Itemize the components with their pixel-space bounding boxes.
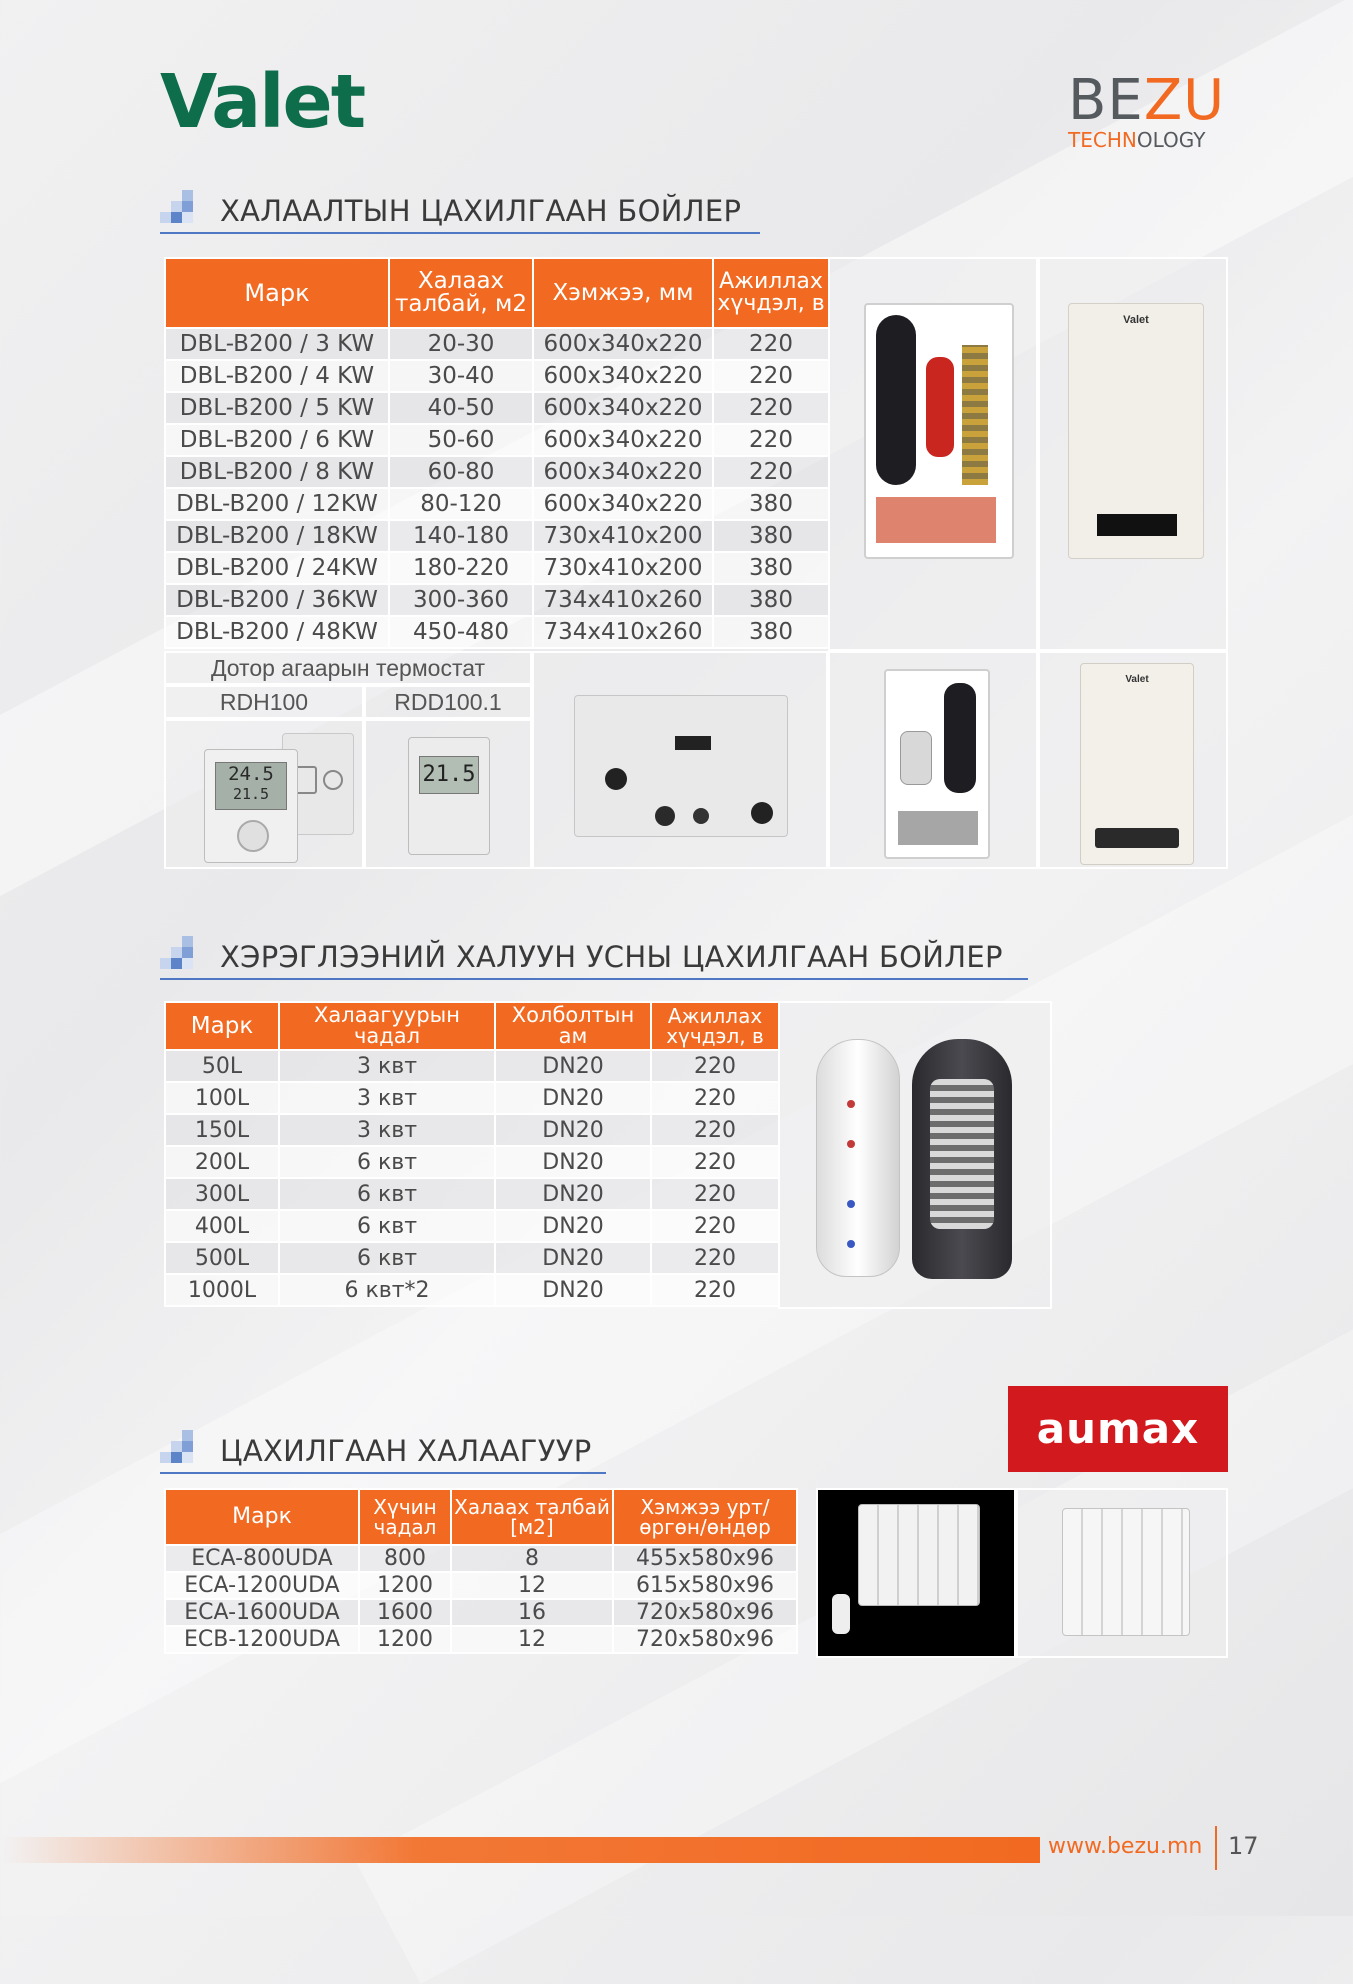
table-cell: 8 bbox=[451, 1545, 613, 1572]
table-row bbox=[165, 1210, 779, 1242]
table-cell: ECA-1600UDA bbox=[165, 1599, 359, 1626]
table-cell: 220 bbox=[651, 1274, 779, 1306]
table-cell: DBL-B200 / 12KW bbox=[165, 488, 389, 520]
table-cell: DN20 bbox=[495, 1178, 651, 1210]
table-cell: 16 bbox=[451, 1599, 613, 1626]
table-cell: DBL-B200 / 3 KW bbox=[165, 328, 389, 360]
col-header-voltage: Ажиллах хүчдэл, в bbox=[651, 1002, 779, 1050]
boiler-inside-photo-cell bbox=[828, 257, 1038, 651]
table-cell: ECB-1200UDA bbox=[165, 1626, 359, 1653]
table-cell: 220 bbox=[651, 1082, 779, 1114]
table-cell: 734x410x260 bbox=[533, 584, 713, 616]
table-cell: 380 bbox=[713, 552, 829, 584]
table-cell: 300-360 bbox=[389, 584, 533, 616]
table-cell: 600x340x220 bbox=[533, 424, 713, 456]
col-header-connection: Холболтын ам bbox=[495, 1002, 651, 1050]
boiler-bottom-photo-cell bbox=[532, 651, 828, 869]
bezu-logo-main: BEZU bbox=[1068, 68, 1226, 133]
table-cell: DN20 bbox=[495, 1242, 651, 1274]
thermostat-photo-cell-2 bbox=[364, 719, 532, 869]
table-cell: 220 bbox=[651, 1050, 779, 1082]
aumax-logo-text: aumax bbox=[1036, 1404, 1200, 1453]
table-cell: 3 квт bbox=[279, 1050, 495, 1082]
col-header-area: Халаах талбай, м2 bbox=[389, 258, 533, 328]
table-cell: DBL-B200 / 48KW bbox=[165, 616, 389, 648]
table-cell: 380 bbox=[713, 616, 829, 648]
table-cell: 140-180 bbox=[389, 520, 533, 552]
bezu-logo-sub: TECHNOLOGY bbox=[1068, 128, 1206, 152]
table-cell: 720x580x96 bbox=[613, 1626, 797, 1653]
table-cell: 180-220 bbox=[389, 552, 533, 584]
col-header-size: Хэмжээ, мм bbox=[533, 258, 713, 328]
table-cell: 50L bbox=[165, 1050, 279, 1082]
thermostat-display-value: 24.5 bbox=[228, 763, 274, 785]
table-cell: DBL-B200 / 4 KW bbox=[165, 360, 389, 392]
table-cell: 3 квт bbox=[279, 1082, 495, 1114]
table-row bbox=[165, 1545, 797, 1572]
table-cell: 800 bbox=[359, 1545, 451, 1572]
table-cell: 380 bbox=[713, 584, 829, 616]
thermostat-title-cell bbox=[164, 651, 532, 685]
table-row bbox=[165, 552, 829, 584]
boiler-white-image bbox=[1080, 663, 1194, 865]
table-cell: 220 bbox=[713, 360, 829, 392]
boiler-internal-image bbox=[864, 303, 1014, 559]
thermostat-model-rdh100: RDH100 bbox=[219, 689, 309, 715]
table-cell: 60-80 bbox=[389, 456, 533, 488]
table-cell: 3 квт bbox=[279, 1114, 495, 1146]
col-header-dimensions: Хэмжээ урт/ өргөн/өндөр bbox=[613, 1489, 797, 1545]
heater-light-photo-cell bbox=[1016, 1488, 1228, 1658]
table-cell: 220 bbox=[651, 1210, 779, 1242]
boiler-front-image bbox=[1068, 303, 1204, 559]
water-tank-cutaway-image bbox=[912, 1039, 1012, 1279]
table-cell: 220 bbox=[713, 456, 829, 488]
table-cell: 220 bbox=[651, 1114, 779, 1146]
thermostat-display-value-2: 21.5 bbox=[232, 785, 270, 803]
table-cell: 6 квт*2 bbox=[279, 1274, 495, 1306]
table-row bbox=[165, 520, 829, 552]
table-cell: 1200 bbox=[359, 1626, 451, 1653]
col-header-brand: Марк bbox=[165, 1002, 279, 1050]
table-cell: 1000L bbox=[165, 1274, 279, 1306]
boiler-front-photo-cell bbox=[1038, 257, 1228, 651]
table-row bbox=[165, 1146, 779, 1178]
col-header-voltage: Ажиллах хүчдэл, в bbox=[713, 258, 829, 328]
table-cell: 400L bbox=[165, 1210, 279, 1242]
table-cell: DN20 bbox=[495, 1050, 651, 1082]
pixel-squares-icon bbox=[160, 936, 204, 980]
aumax-logo bbox=[1008, 1386, 1228, 1472]
table-cell: 720x580x96 bbox=[613, 1599, 797, 1626]
table-cell: 220 bbox=[713, 424, 829, 456]
radiator-image bbox=[858, 1504, 980, 1606]
boiler-open-image bbox=[884, 669, 990, 859]
table-cell: DN20 bbox=[495, 1114, 651, 1146]
table-cell: DBL-B200 / 18KW bbox=[165, 520, 389, 552]
table-row bbox=[165, 1114, 779, 1146]
section-title-electric-heater: ЦАХИЛГААН ХАЛААГУУР bbox=[220, 1434, 592, 1468]
table-cell: DN20 bbox=[495, 1274, 651, 1306]
table-cell: 220 bbox=[651, 1242, 779, 1274]
table-cell: 80-120 bbox=[389, 488, 533, 520]
table-cell: DN20 bbox=[495, 1082, 651, 1114]
col-header-brand: Марк bbox=[165, 1489, 359, 1545]
table-cell: 450-480 bbox=[389, 616, 533, 648]
table-row bbox=[165, 360, 829, 392]
table-row bbox=[165, 456, 829, 488]
table-row bbox=[165, 584, 829, 616]
table-row bbox=[165, 1178, 779, 1210]
page-number: 17 bbox=[1228, 1832, 1259, 1860]
section-underline bbox=[160, 978, 1028, 980]
thermostat-title: Дотор агаарын термостат bbox=[210, 655, 486, 681]
water-boiler-photo-cell bbox=[778, 1001, 1052, 1309]
water-boiler-table bbox=[164, 1001, 780, 1307]
electric-heater-table bbox=[164, 1488, 798, 1654]
table-cell: 600x340x220 bbox=[533, 488, 713, 520]
radiator-image-2 bbox=[1062, 1508, 1190, 1636]
boiler-open-photo-cell bbox=[828, 651, 1038, 869]
table-row bbox=[165, 1626, 797, 1653]
table-cell: 600x340x220 bbox=[533, 328, 713, 360]
footer-divider bbox=[1215, 1826, 1217, 1870]
table-cell: 200L bbox=[165, 1146, 279, 1178]
table-cell: 6 квт bbox=[279, 1178, 495, 1210]
table-cell: DN20 bbox=[495, 1210, 651, 1242]
table-row bbox=[165, 392, 829, 424]
pixel-squares-icon bbox=[160, 190, 204, 234]
table-cell: 600x340x220 bbox=[533, 360, 713, 392]
table-cell: 50-60 bbox=[389, 424, 533, 456]
table-cell: 380 bbox=[713, 520, 829, 552]
boiler-white-logo: Valet bbox=[1125, 674, 1149, 685]
thermostat-rdh100-front bbox=[204, 749, 298, 863]
remote-control-image bbox=[832, 1594, 850, 1634]
table-row bbox=[165, 1599, 797, 1626]
table-cell: 220 bbox=[651, 1178, 779, 1210]
pixel-squares-icon bbox=[160, 1430, 204, 1474]
thermostat-rdd-display: 21.5 bbox=[422, 762, 476, 787]
table-cell: 300L bbox=[165, 1178, 279, 1210]
section-title-water-boiler: ХЭРЭГЛЭЭНИЙ ХАЛУУН УСНЫ ЦАХИЛГААН БОЙЛЕР bbox=[220, 940, 1003, 974]
table-cell: DBL-B200 / 5 KW bbox=[165, 392, 389, 424]
table-cell: DBL-B200 / 36KW bbox=[165, 584, 389, 616]
footer-website-link[interactable]: www.bezu.mn bbox=[1048, 1834, 1203, 1859]
table-cell: 30-40 bbox=[389, 360, 533, 392]
bezu-logo bbox=[1068, 68, 1248, 162]
thermostat-model-rdd100: RDD100.1 bbox=[394, 689, 502, 715]
table-row bbox=[165, 1082, 779, 1114]
col-header-power: Хүчин чадал bbox=[359, 1489, 451, 1545]
table-row bbox=[165, 1572, 797, 1599]
table-cell: 615x580x96 bbox=[613, 1572, 797, 1599]
table-cell: 500L bbox=[165, 1242, 279, 1274]
table-cell: DBL-B200 / 8 KW bbox=[165, 456, 389, 488]
table-row bbox=[165, 328, 829, 360]
thermostat-photo-cell-1 bbox=[164, 719, 364, 869]
table-cell: 6 квт bbox=[279, 1210, 495, 1242]
table-cell: 100L bbox=[165, 1082, 279, 1114]
thermostat-model-cell-1 bbox=[164, 685, 364, 719]
table-cell: ECA-800UDA bbox=[165, 1545, 359, 1572]
section-underline bbox=[160, 1472, 606, 1474]
table-cell: 220 bbox=[713, 392, 829, 424]
table-cell: 220 bbox=[651, 1146, 779, 1178]
table-row bbox=[165, 424, 829, 456]
table-cell: 455x580x96 bbox=[613, 1545, 797, 1572]
section-underline bbox=[160, 232, 760, 234]
table-cell: 150L bbox=[165, 1114, 279, 1146]
table-cell: DBL-B200 / 24KW bbox=[165, 552, 389, 584]
table-cell: 12 bbox=[451, 1626, 613, 1653]
table-row bbox=[165, 1242, 779, 1274]
valet-logo-text: Valet bbox=[160, 59, 365, 145]
heating-boiler-table bbox=[164, 257, 830, 649]
table-cell: 220 bbox=[713, 328, 829, 360]
table-row bbox=[165, 1050, 779, 1082]
section-title-heating-boiler: ХАЛААЛТЫН ЦАХИЛГААН БОЙЛЕР bbox=[220, 194, 742, 228]
table-cell: ECA-1200UDA bbox=[165, 1572, 359, 1599]
table-cell: 20-30 bbox=[389, 328, 533, 360]
col-header-heater-power: Халаагуурын чадал bbox=[279, 1002, 495, 1050]
water-tank-image bbox=[816, 1039, 900, 1277]
table-row bbox=[165, 616, 829, 648]
table-cell: 734x410x260 bbox=[533, 616, 713, 648]
valet-logo bbox=[160, 59, 365, 145]
table-cell: 40-50 bbox=[389, 392, 533, 424]
table-cell: 600x340x220 bbox=[533, 392, 713, 424]
table-row bbox=[165, 1274, 779, 1306]
table-cell: 1600 bbox=[359, 1599, 451, 1626]
table-cell: 600x340x220 bbox=[533, 456, 713, 488]
table-cell: 730x410x200 bbox=[533, 520, 713, 552]
footer-bar bbox=[0, 1837, 1040, 1863]
thermostat-rdd100-image bbox=[408, 737, 490, 855]
boiler-bottom-panel-image bbox=[574, 695, 788, 837]
table-cell: 12 bbox=[451, 1572, 613, 1599]
table-cell: 730x410x200 bbox=[533, 552, 713, 584]
thermostat-model-cell-2 bbox=[364, 685, 532, 719]
table-cell: 6 квт bbox=[279, 1146, 495, 1178]
boiler-front-logo: Valet bbox=[1123, 314, 1149, 326]
table-cell: DBL-B200 / 6 KW bbox=[165, 424, 389, 456]
table-cell: 380 bbox=[713, 488, 829, 520]
table-cell: 6 квт bbox=[279, 1242, 495, 1274]
table-cell: 1200 bbox=[359, 1572, 451, 1599]
col-header-area: Халаах талбай [м2] bbox=[451, 1489, 613, 1545]
boiler-white-photo-cell bbox=[1038, 651, 1228, 869]
heater-dark-photo-cell bbox=[816, 1488, 1016, 1658]
table-cell: DN20 bbox=[495, 1146, 651, 1178]
col-header-brand: Марк bbox=[165, 258, 389, 328]
table-row bbox=[165, 488, 829, 520]
